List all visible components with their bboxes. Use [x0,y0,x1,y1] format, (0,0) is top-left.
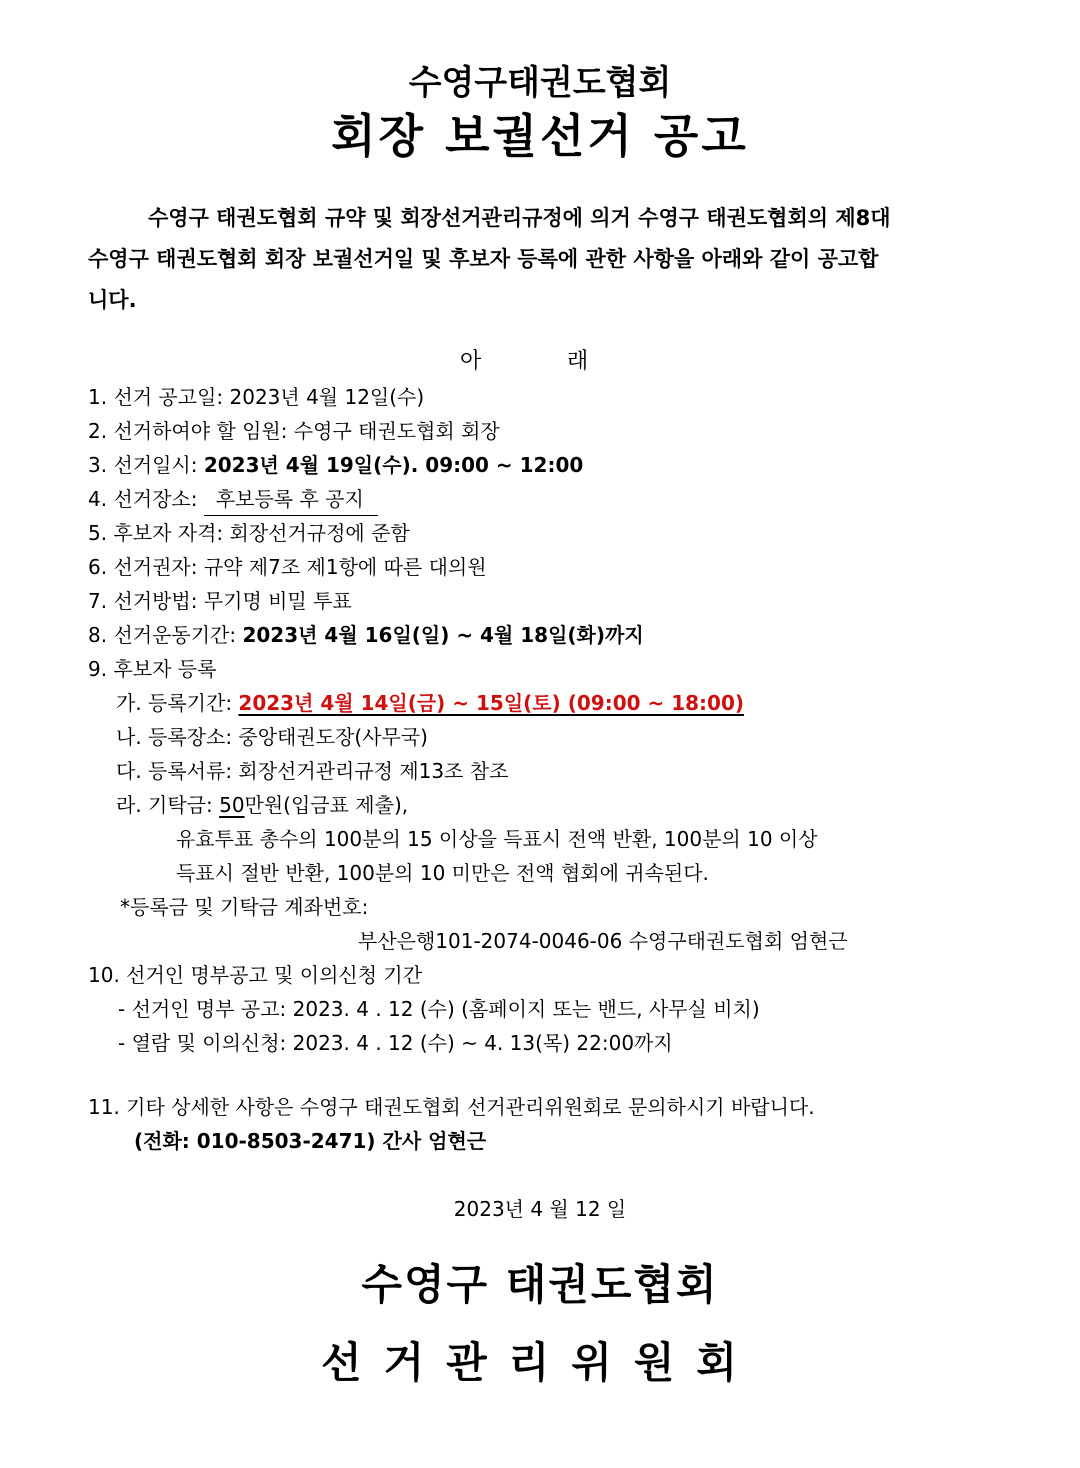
intro-line-3: 니다. [88,288,137,312]
item-7: 7. 선거방법: 무기명 비밀 투표 [88,589,352,613]
item-4-value: 후보등록 후 공지 [204,484,378,516]
item-11-contact: (전화: 010-8503-2471) 간사 엄현근 [134,1129,487,1153]
account-value: 부산은행101-2074-0046-06 수영구태권도협회 엄현근 [358,929,848,953]
item-1: 1. 선거 공고일: 2023년 4월 12일(수) [88,385,425,409]
item-9d [116,790,408,820]
notice-date: 2023년 4 월 12 일 [453,1197,627,1221]
item-4 [88,484,378,516]
item-9: 9. 후보자 등록 [88,657,217,681]
item-10b: - 열람 및 이의신청: 2023. 4 . 12 (수) ~ 4. 13(목) 22:00까지 [118,1031,673,1055]
item-6: 6. 선거권자: 규약 제7조 제1항에 따른 대의원 [88,555,487,579]
are-heading-left: 아 [460,349,482,374]
item-9c: 다. 등록서류: 회장선거관리규정 제13조 참조 [116,759,509,783]
item-9d-suffix: 만원(입금표 제출), [244,793,409,817]
intro-paragraph [88,198,988,321]
association-title: 수영구태권도협회 [408,63,672,103]
item-9a-value: 2023년 4월 14일(금) ~ 15일(토) (09:00 ~ 18:00) [238,691,745,715]
item-9a [116,688,744,718]
notice-title: 회장 보궐선거 공고 [331,109,749,163]
account-label: *등록금 및 기탁금 계좌번호: [120,895,369,919]
item-11: 11. 기타 상세한 사항은 수영구 태권도협회 선거관리위원회로 문의하시기 바랍니다. [88,1095,815,1119]
item-8 [88,620,644,650]
item-10: 10. 선거인 명부공고 및 이의신청 기간 [88,963,423,987]
item-9d-amount: 50 [219,793,245,817]
item-9b: 나. 등록장소: 중앙태권도장(사무국) [116,725,428,749]
item-3 [88,450,583,480]
are-heading-right: 래 [567,349,589,374]
item-3-label: 3. 선거일시: [88,453,204,477]
organization-name: 수영구 태권도협회 [361,1260,719,1309]
item-10a: - 선거인 명부 공고: 2023. 4 . 12 (수) (홈페이지 또는 밴드, 사무실 비치) [118,997,760,1021]
item-9d-note-1: 유효투표 총수의 100분의 15 이상을 득표시 전액 반환, 100분의 10 이상 [176,827,818,851]
item-2: 2. 선거하여야 할 임원: 수영구 태권도협회 회장 [88,419,500,443]
item-3-value: 2023년 4월 19일(수). 09:00 ~ 12:00 [203,453,584,477]
item-9d-note-2: 득표시 절반 반환, 100분의 10 미만은 전액 협회에 귀속된다. [176,861,709,885]
item-5: 5. 후보자 자격: 회장선거규정에 준함 [88,521,410,545]
item-8-label: 8. 선거운동기간: [88,623,243,647]
intro-line-1: 수영구 태권도협회 규약 및 회장선거관리규정에 의거 수영구 태권도협회의 제8대 [148,206,891,230]
item-8-value: 2023년 4월 16일(일) ~ 4월 18일(화)까지 [242,623,644,647]
intro-line-2: 수영구 태권도협회 회장 보궐선거일 및 후보자 등록에 관한 사항을 아래와 같이 공고합 [88,247,879,271]
item-9d-prefix: 라. 기탁금: [116,793,220,817]
item-4-label: 4. 선거장소: [88,487,204,511]
item-9a-label: 가. 등록기간: [116,691,239,715]
committee-name: 선거관리위원회 [320,1338,759,1387]
